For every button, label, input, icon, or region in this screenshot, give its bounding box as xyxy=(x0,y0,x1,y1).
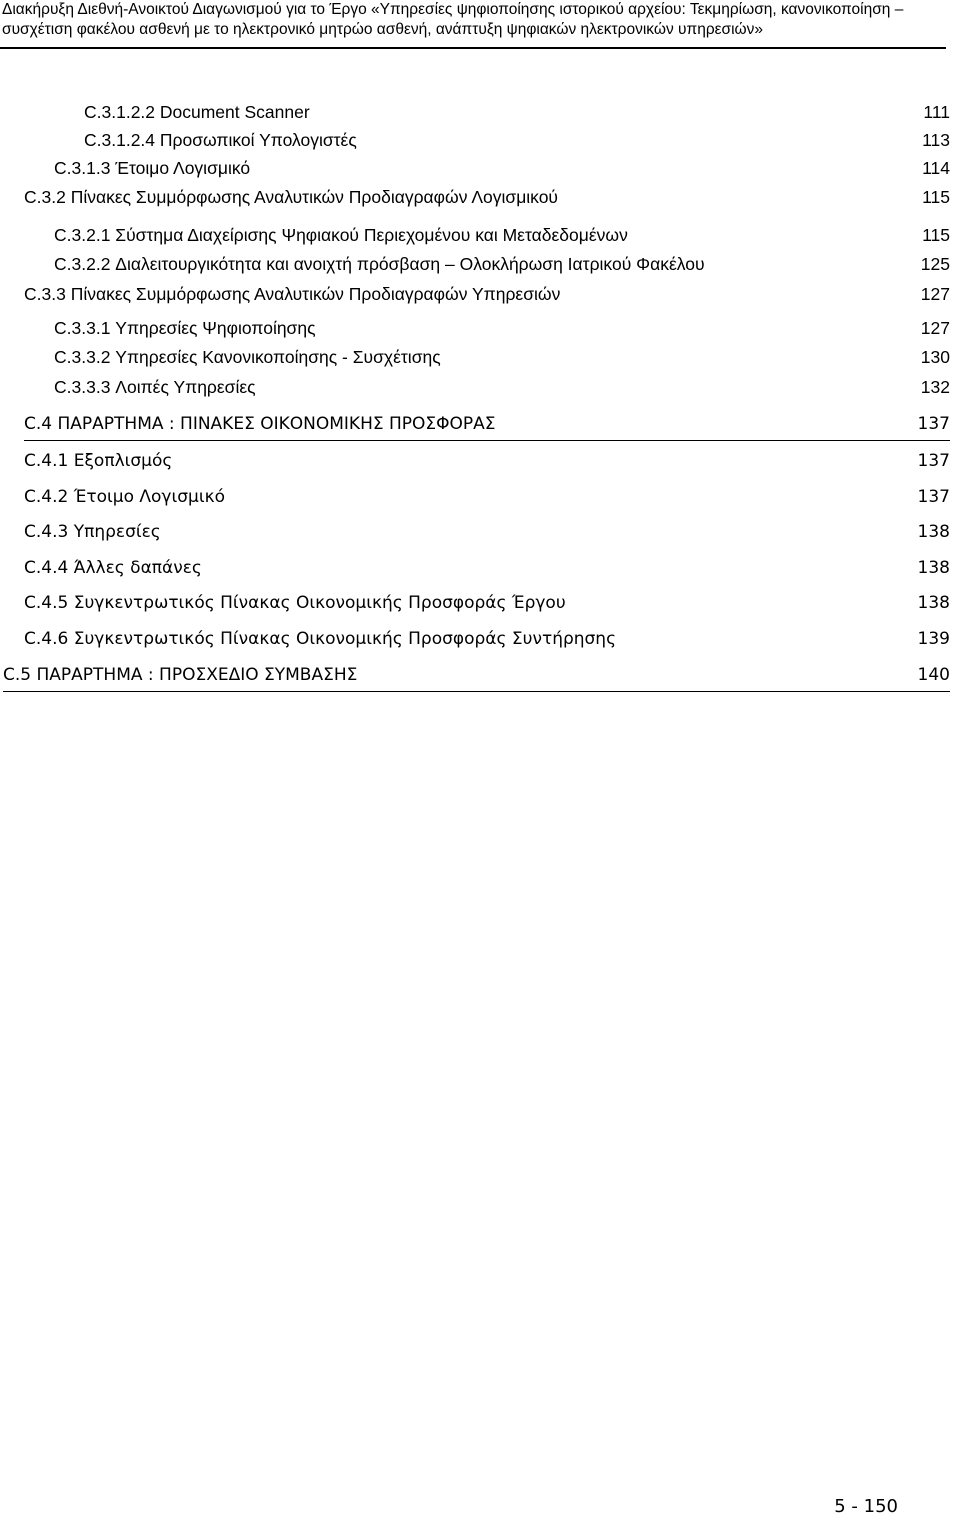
toc-entry-page: 115 xyxy=(922,225,950,245)
toc-entry[interactable] xyxy=(24,414,950,441)
toc-entry[interactable] xyxy=(24,187,950,213)
toc-entry[interactable] xyxy=(84,130,950,156)
header-title-line-2: συσχέτιση φακέλου ασθενή με το ηλεκτρονικό μητρώο ασθενή, ανάπτυξη ψηφιακών ηλεκτρονικών υπηρεσιών» xyxy=(2,21,764,38)
toc-entry-title: C.4.4 Άλλες δαπάνες xyxy=(24,558,202,578)
toc-entry-page: 137 xyxy=(917,414,950,434)
toc-entry-page: 115 xyxy=(922,187,950,207)
page-number: 5 - 150 xyxy=(834,1496,898,1517)
toc-entry-page: 130 xyxy=(920,347,950,367)
toc-entry[interactable] xyxy=(54,158,950,184)
toc-entry[interactable] xyxy=(24,558,950,584)
toc-entry-page: 137 xyxy=(917,451,950,471)
toc-entry-title: C.4.5 Συγκεντρωτικός Πίνακας Οικονομικής Προσφοράς Έργου xyxy=(24,593,566,613)
toc-entry-title: C.5 ΠΑΡΑΡΤΗΜΑ : ΠΡΟΣΧΕΔΙΟ ΣΥΜΒΑΣΗΣ xyxy=(3,665,358,685)
header-title-line-1: Διακήρυξη Διεθνή-Ανοικτού Διαγωνισμού για το Έργο «Υπηρεσίες ψηφιοποίησης ιστορικού αρχείου: Τεκμηρίωση, κανονικοποίηση – xyxy=(2,1,904,18)
toc-entry-page: 125 xyxy=(920,254,950,274)
toc-entry-title: C.3.3.2 Υπηρεσίες Κανονικοποίησης - Συσχέτισης xyxy=(54,347,441,367)
toc-entry-title: C.3.1.2.2 Document Scanner xyxy=(84,102,310,122)
toc-entry-page: 138 xyxy=(917,593,950,613)
toc-entry-title: C.3.1.3 Έτοιμο Λογισμικό xyxy=(54,158,251,178)
toc-entry[interactable] xyxy=(24,451,950,477)
toc-entry[interactable] xyxy=(24,284,950,310)
toc-entry-page: 138 xyxy=(917,522,950,542)
toc-entry-page: 138 xyxy=(917,558,950,578)
toc-entry-title: C.4.2 Έτοιμο Λογισμικό xyxy=(24,487,226,507)
toc-entry-page: 127 xyxy=(920,284,950,304)
toc-entry[interactable] xyxy=(24,487,950,513)
toc-entry-page: 127 xyxy=(920,318,950,338)
toc-entry-title: C.3.2 Πίνακες Συμμόρφωσης Αναλυτικών Προδιαγραφών Λογισμικού xyxy=(24,187,559,207)
toc-entry-page: 137 xyxy=(917,487,950,507)
toc-entry[interactable] xyxy=(84,102,950,128)
toc-entry-title: C.3.2.1 Σύστημα Διαχείρισης Ψηφιακού Περιεχομένου και Μεταδεδομένων xyxy=(54,225,628,245)
toc-entry[interactable] xyxy=(54,377,950,403)
header-divider xyxy=(0,47,946,49)
toc-entry[interactable] xyxy=(54,254,950,280)
toc-entry[interactable] xyxy=(54,318,950,344)
toc-entry-page: 140 xyxy=(917,665,950,685)
toc-entry[interactable] xyxy=(54,225,950,251)
toc-entry-page: 132 xyxy=(920,377,950,397)
toc-entry[interactable] xyxy=(24,629,950,655)
toc-entry[interactable] xyxy=(54,347,950,373)
page-header xyxy=(0,0,950,40)
toc-entry-page: 139 xyxy=(917,629,950,649)
toc-entry-title: C.3.3.3 Λοιπές Υπηρεσίες xyxy=(54,377,256,397)
toc-entry-title: C.3.2.2 Διαλειτουργικότητα και ανοιχτή πρόσβαση – Ολοκλήρωση Ιατρικού Φακέλου xyxy=(54,254,705,274)
toc-entry-title: C.4 ΠΑΡΑΡΤΗΜΑ : ΠΙΝΑΚΕΣ ΟΙΚΟΝΟΜΙΚΗΣ ΠΡΟΣΦΟΡΑΣ xyxy=(24,414,496,434)
toc-entry-page: 114 xyxy=(922,158,950,178)
toc-entry[interactable] xyxy=(24,522,950,548)
toc-entry-title: C.3.3.1 Υπηρεσίες Ψηφιοποίησης xyxy=(54,318,316,338)
toc-entry-title: C.4.1 Εξοπλισμός xyxy=(24,451,173,471)
toc-entry-title: C.3.1.2.4 Προσωπικοί Υπολογιστές xyxy=(84,130,357,150)
toc-entry-title: C.4.6 Συγκεντρωτικός Πίνακας Οικονομικής Προσφοράς Συντήρησης xyxy=(24,629,617,649)
toc-entry-page: 111 xyxy=(923,102,950,122)
toc-entry-title: C.4.3 Υπηρεσίες xyxy=(24,522,161,542)
toc-entry[interactable] xyxy=(3,665,950,692)
toc-entry-title: C.3.3 Πίνακες Συμμόρφωσης Αναλυτικών Προδιαγραφών Υπηρεσιών xyxy=(24,284,561,304)
toc-entry-page: 113 xyxy=(922,130,950,150)
toc-entry[interactable] xyxy=(24,593,950,619)
